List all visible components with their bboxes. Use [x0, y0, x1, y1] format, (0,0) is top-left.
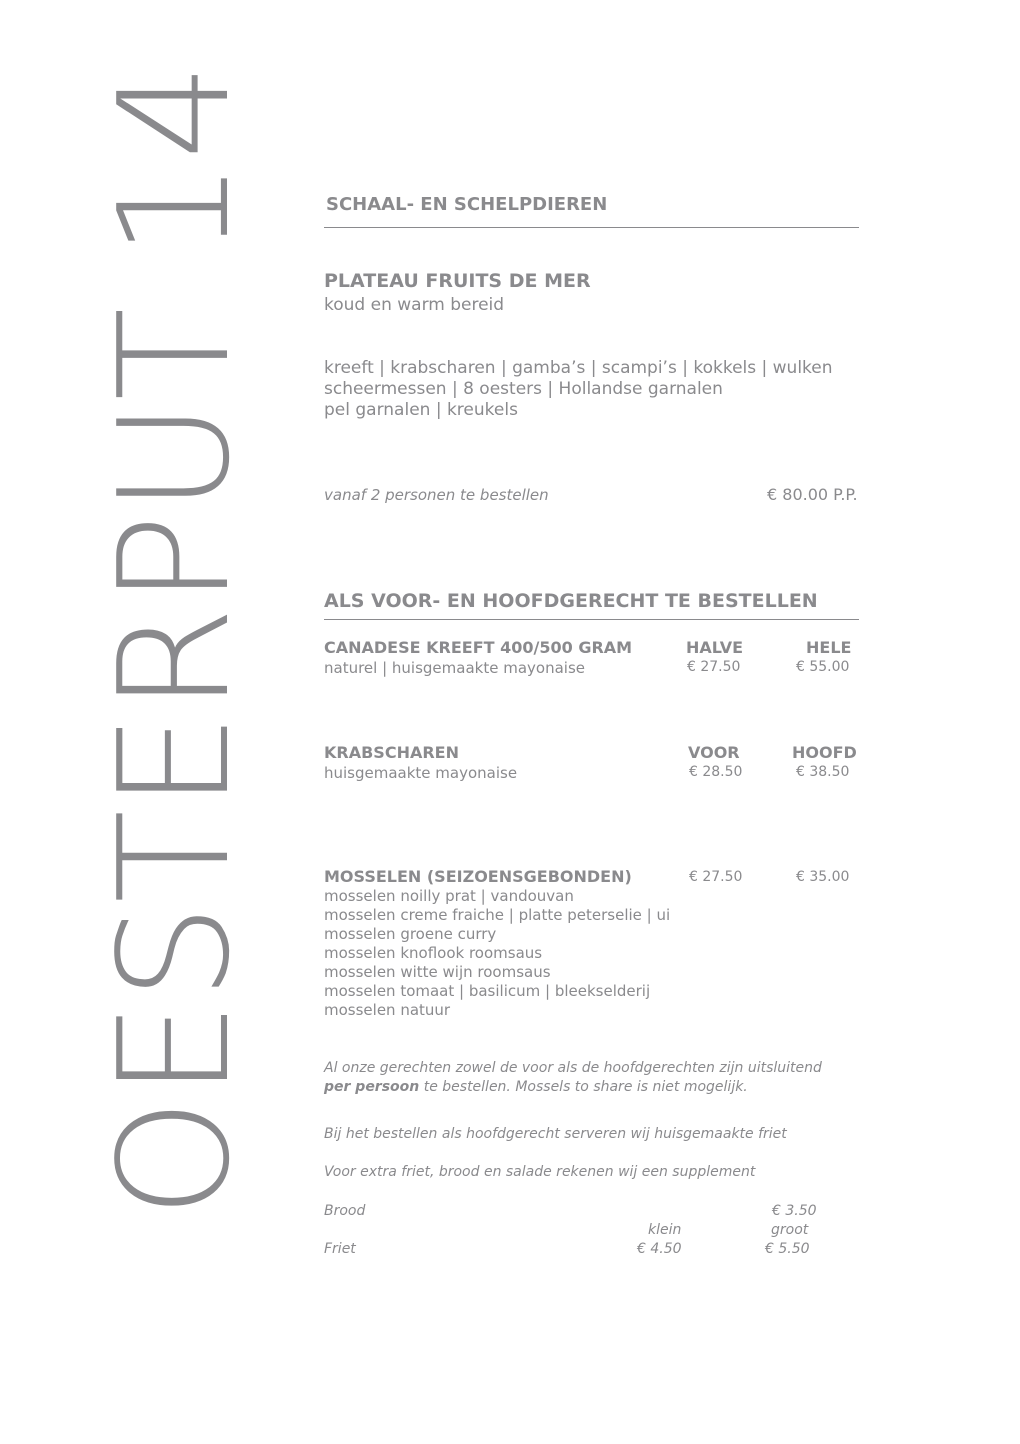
price-claws-main: € 38.50 — [796, 764, 850, 780]
section-heading-starters-mains: ALS VOOR- EN HOOFDGERECHT TE BESTELLEN — [324, 590, 818, 612]
item-title-lobster: CANADESE KREEFT 400/500 GRAM — [324, 638, 633, 657]
mussel-variant: mosselen natuur — [324, 1001, 451, 1019]
extra-small-label: klein — [648, 1222, 682, 1238]
price-lobster-whole: € 55.00 — [796, 659, 850, 675]
extra-fries-label: Friet — [324, 1241, 356, 1257]
plateau-note: vanaf 2 personen te bestellen — [324, 486, 549, 504]
mussel-variant: mosselen witte wijn roomsaus — [324, 963, 551, 981]
item-title-claws: KRABSCHAREN — [324, 743, 459, 762]
item-title-mussels: MOSSELEN (SEIZOENSGEBONDEN) — [324, 867, 632, 886]
extra-bread-label: Brood — [324, 1203, 366, 1219]
item-title-plateau: PLATEAU FRUITS DE MER — [324, 270, 591, 292]
extra-fries-small-price: € 4.50 — [637, 1241, 682, 1257]
col-label-whole: HELE — [806, 638, 852, 657]
col-label-starter: VOOR — [688, 743, 740, 762]
price-mussels-starter: € 27.50 — [689, 869, 743, 885]
section-heading-shellfish: SCHAAL- EN SCHELPDIEREN — [326, 194, 608, 215]
plateau-contents-line: scheermessen | 8 oesters | Hollandse garnalen — [324, 379, 723, 399]
price-claws-starter: € 28.50 — [689, 764, 743, 780]
plateau-price: € 80.00 P.P. — [767, 485, 858, 504]
extra-fries-large-price: € 5.50 — [765, 1241, 810, 1257]
item-desc-lobster: naturel | huisgemaakte mayonaise — [324, 659, 585, 677]
col-label-half: HALVE — [686, 638, 744, 657]
note-per-person-line1: Al onze gerechten zowel de voor als de hoofdgerechten zijn uitsluitend — [324, 1060, 822, 1076]
item-subtitle-plateau: koud en warm bereid — [324, 295, 505, 315]
note-fries: Bij het bestellen als hoofdgerecht serveren wij huisgemaakte friet — [324, 1126, 787, 1142]
note-supplement: Voor extra friet, brood en salade rekenen wij een supplement — [324, 1164, 756, 1180]
mussel-variant: mosselen groene curry — [324, 925, 497, 943]
note-per-person-line2 — [324, 1078, 748, 1097]
extra-large-label: groot — [771, 1222, 809, 1238]
note-per-person-rest: te bestellen. Mossels to share is niet mogelijk. — [419, 1079, 748, 1095]
note-per-person-bold: per persoon — [324, 1079, 420, 1095]
mussel-variant: mosselen creme fraiche | platte peterselie | ui — [324, 906, 671, 924]
price-lobster-half: € 27.50 — [687, 659, 741, 675]
col-label-main: HOOFD — [792, 743, 857, 762]
brand-title: OESTERPUT 14 — [86, 61, 263, 1219]
item-desc-claws: huisgemaakte mayonaise — [324, 764, 518, 782]
section-divider — [324, 227, 859, 228]
mussel-variant: mosselen noilly prat | vandouvan — [324, 887, 574, 905]
mussel-variant: mosselen tomaat | basilicum | bleekselderij — [324, 982, 651, 1000]
mussel-variant: mosselen knoflook roomsaus — [324, 944, 543, 962]
plateau-contents-line: kreeft | krabscharen | gamba’s | scampi’s | kokkels | wulken — [324, 358, 833, 378]
extra-bread-price: € 3.50 — [772, 1203, 817, 1219]
plateau-contents-line: pel garnalen | kreukels — [324, 400, 518, 420]
section-divider — [324, 619, 859, 620]
price-mussels-main: € 35.00 — [796, 869, 850, 885]
